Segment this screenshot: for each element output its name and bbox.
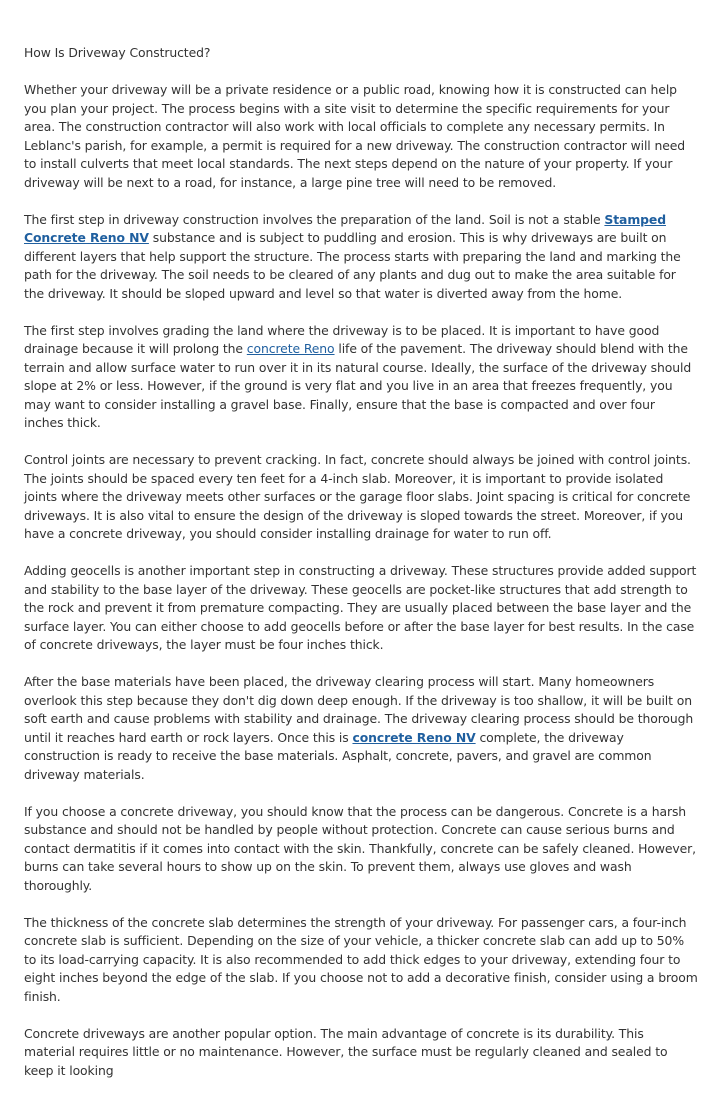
paragraph-2 <box>24 211 698 304</box>
concrete-reno-nv-link[interactable]: concrete Reno NV <box>352 729 476 745</box>
paragraph-2-text-a: The first step in driveway construction involves the preparation of the land. Soil is not a stable <box>24 211 605 227</box>
paragraph-3 <box>24 322 698 433</box>
paragraph-9: Concrete driveways are another popular option. The main advantage of concrete is its durability. This material requires little or no maintenance. However, the surface must be regularly cleaned and sealed to keep it looking <box>24 1025 668 1078</box>
paragraph-8: The thickness of the concrete slab determines the strength of your driveway. For passenger cars, a four-inch concrete slab is sufficient. Depending on the size of your vehicle, a thicker concrete slab can add up to 50% to its load-carrying capacity. It is also recommended to add thick edges to your driveway, extending four to eight inches beyond the edge of the slab. If you choose not to add a decorative finish, consider using a broom finish. <box>24 914 698 1004</box>
paragraph-3-text-a: The first step involves grading the land where the driveway is to be placed. It is important to have good drainage because it will prolong the <box>24 322 660 356</box>
paragraph-4: Control joints are necessary to prevent cracking. In fact, concrete should always be joined with control joints. The joints should be spaced every ten feet for a 4-inch slab. Moreover, it is important to provide isolated joints where the driveway meets other surfaces or the garage floor slabs. Joint spacing is critical for concrete driveways. It is also vital to ensure the design of the driveway is sloped towards the street. Moreover, if you have a concrete driveway, you should consider installing drainage for water to run off. <box>24 452 691 541</box>
paragraph-2-text-b: substance and is subject to puddling and erosion. This is why driveways are built on different layers that help support the structure. The process starts with preparing the land and marking the path for the driveway. The soil needs to be cleared of any plants and dug out to make the area suitable for the driveway. It should be sloped upward and level so that water is diverted away from the home. <box>24 230 681 301</box>
stamped-concrete-reno-nv-link[interactable]: Stamped Concrete Reno NV <box>24 211 666 245</box>
paragraph-5: Adding geocells is another important step in constructing a driveway. These structures provide added support and stability to the base layer of the driveway. These geocells are pocket-like structures that add strength to the rock and prevent it from premature compacting. They are usually placed between the base layer and the surface layer. You can either choose to add geocells before or after the base layer for best results. In the case of concrete driveways, the layer must be four inches thick. <box>24 563 697 652</box>
paragraph-7: If you choose a concrete driveway, you should know that the process can be dangerous. Concrete is a harsh substance and should not be handled by people without protection. Concrete can cause serious burns and contact dermatitis if it comes into contact with the skin. Thankfully, concrete can be safely cleaned. However, burns can take several hours to show up on the skin. To prevent them, always use gloves and wash thoroughly. <box>24 803 696 893</box>
paragraph-6-text-b: complete, the driveway construction is ready to receive the base materials. Asphalt, concrete, pavers, and gravel are common driveway materials. <box>24 729 652 782</box>
concrete-reno-link[interactable]: concrete Reno <box>246 341 335 356</box>
paragraph-6 <box>24 673 698 784</box>
paragraph-6-text-a: After the base materials have been placed, the driveway clearing process will start. Many homeowners overlook this step because they don't dig down deep enough. If the driveway is too shallow, it will be built on soft earth and cause problems with stability and drainage. The driveway clearing process should be thorough until it reaches hard earth or rock layers. Once this is <box>24 674 694 745</box>
article-title: How Is Driveway Constructed? <box>24 45 211 60</box>
article-body <box>24 44 698 1099</box>
paragraph-3-text-b: life of the pavement. The driveway should blend with the terrain and allow surface water to run over it in its natural course. Ideally, the surface of the driveway should slope at 2% or less. However, if the ground is very flat and you live in an area that freezes frequently, you may want to consider installing a gravel base. Finally, ensure that the base is compacted and over four inches thick. <box>24 341 692 430</box>
paragraph-1: Whether your driveway will be a private residence or a public road, knowing how it is constructed can help you plan your project. The process begins with a site visit to determine the specific requirements for your area. The construction contractor will also work with local officials to complete any necessary permits. In Leblanc's parish, for example, a permit is required for a new driveway. The construction contractor will need to install culverts that meet local standards. The next steps depend on the nature of your property. If your driveway will be next to a road, for instance, a large pine tree will need to be removed. <box>24 82 686 190</box>
